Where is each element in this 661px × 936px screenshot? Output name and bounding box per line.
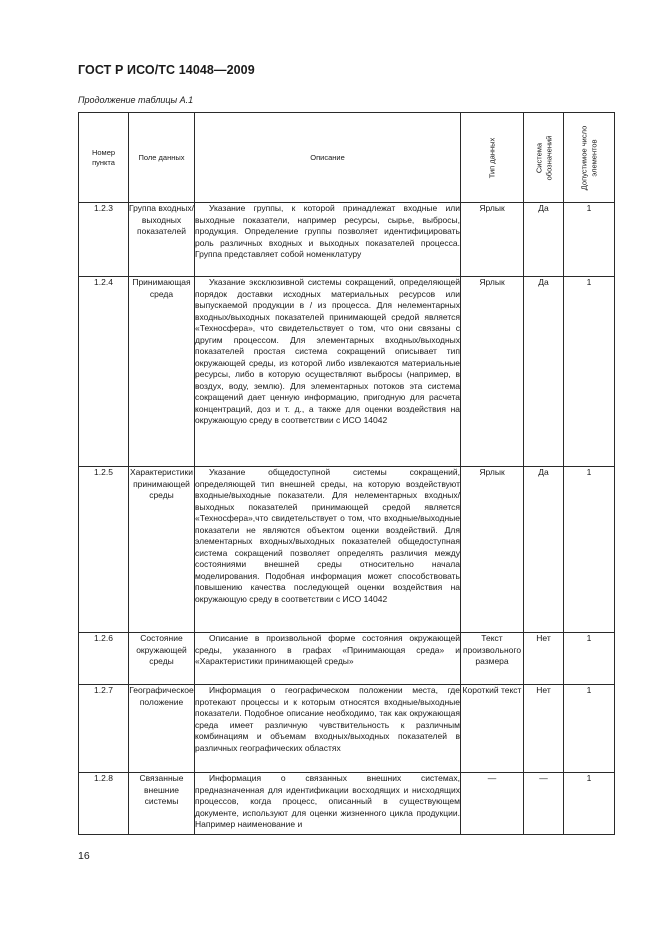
row-number: 1.2.8 xyxy=(79,773,129,835)
row-notation: Да xyxy=(524,277,564,467)
column-header-number: Номер пункта xyxy=(79,113,129,203)
row-description: Информация о географическом положении места, где протекают процессы и к которым относятся входные/выходные показатели. Подобное описание необходимо, так как окружающая среда имеет различную чувствительность к различным комбинациям и объемам входных/выходных показателей в различных географических областях xyxy=(195,685,461,773)
data-table xyxy=(78,112,615,835)
column-header-data-type: Тип данных xyxy=(461,113,524,203)
row-notation: Да xyxy=(524,203,564,277)
table-row xyxy=(79,633,615,685)
row-count: 1 xyxy=(564,467,615,633)
page-number: 16 xyxy=(78,850,90,862)
row-field: Состояние окружающей среды xyxy=(129,633,195,685)
table-row xyxy=(79,467,615,633)
row-notation: — xyxy=(524,773,564,835)
row-field: Принимающая среда xyxy=(129,277,195,467)
row-description: Описание в произвольной форме состояния окружающей среды, указанного в графах «Принимающая среда» и «Характеристики принимающей среды» xyxy=(195,633,461,685)
row-count: 1 xyxy=(564,277,615,467)
table-caption: Продолжение таблицы А.1 xyxy=(78,95,194,105)
row-number: 1.2.6 xyxy=(79,633,129,685)
row-field: Связанные внешние системы xyxy=(129,773,195,835)
table-row xyxy=(79,277,615,467)
document-title: ГОСТ Р ИСО/ТС 14048—2009 xyxy=(78,63,255,77)
row-count: 1 xyxy=(564,685,615,773)
row-description: Указание общедоступной системы сокращений, определяющей тип внешней среды, на которую воздействуют входные/выходные показатели. Для нелементарных входных/выходных показателей принимающей средой является «Техносфера»,что свидетельствует о том, что входные/выходные показатели не являются объектом оценки воздействий. Для элементарных входных/выходных показателей общедоступная система сокращений позволяет определять различия между состояниями внешней среды относительно начала моделирования. Подобная информация может способствовать повышению качества последующей оценки воздействия на окружающую среду в соответствии с ИСО 14042 xyxy=(195,467,461,633)
row-number: 1.2.7 xyxy=(79,685,129,773)
row-notation: Да xyxy=(524,467,564,633)
row-count: 1 xyxy=(564,633,615,685)
row-count: 1 xyxy=(564,773,615,835)
row-data-type: Короткий текст xyxy=(461,685,524,773)
row-field: Характеристики принимающей среды xyxy=(129,467,195,633)
table-header-row xyxy=(79,113,615,203)
row-data-type: Ярлык xyxy=(461,203,524,277)
row-notation: Нет xyxy=(524,633,564,685)
column-header-notation-system: Система обозначений xyxy=(524,113,564,203)
row-count: 1 xyxy=(564,203,615,277)
row-notation: Нет xyxy=(524,685,564,773)
row-data-type: — xyxy=(461,773,524,835)
row-description: Информация о связанных внешних системах, предназначенная для идентификации восходящих и нисходящих процессов, когда процесс, описанный в существующем документе, используют для оценки жизненного цикла продукции. Например наименование и xyxy=(195,773,461,835)
row-description: Указание эксклюзивной системы сокращений, определяющей порядок доставки исходных материальных ресурсов или выпускаемой продукции в / из процесса. Для нелементарных входных/выходных показателей принимающей средой является «Техносфера», что свидетельствует о том, что они связаны с другим процессом. Для элементарных входных/выходных показателей простая система сокращений описывает тип окружающей среды, из которой либо извлекаются материальные ресурсы, либо в которую осуществляют выбросы (например, в воздух, воду, землю). Для элементарных потоков эта система сокращений дает ценную информацию, пригодную для расчета концентраций, доз и т. д., а также для оценки воздействия на окружающую среду в соответствии с ИСО 14042 xyxy=(195,277,461,467)
row-field: Географическое положение xyxy=(129,685,195,773)
table-row xyxy=(79,773,615,835)
column-header-element-count: Допустимое число элементов xyxy=(564,113,615,203)
table-row xyxy=(79,685,615,773)
row-description: Указание группы, к которой принадлежат входные или выходные показатели, например ресурсы, сырье, выбросы, продукция. Определение группы позволяет идентифицировать роль различных входных и выходных показателей процесса. Группа представляет собой номенклатуру xyxy=(195,203,461,277)
table-row xyxy=(79,203,615,277)
row-number: 1.2.3 xyxy=(79,203,129,277)
row-data-type: Ярлык xyxy=(461,277,524,467)
row-data-type: Ярлык xyxy=(461,467,524,633)
row-number: 1.2.4 xyxy=(79,277,129,467)
row-number: 1.2.5 xyxy=(79,467,129,633)
row-data-type: Текст произвольного размера xyxy=(461,633,524,685)
column-header-field: Поле данных xyxy=(129,113,195,203)
column-header-description: Описание xyxy=(195,113,461,203)
row-field: Группа входных/ выходных показателей xyxy=(129,203,195,277)
